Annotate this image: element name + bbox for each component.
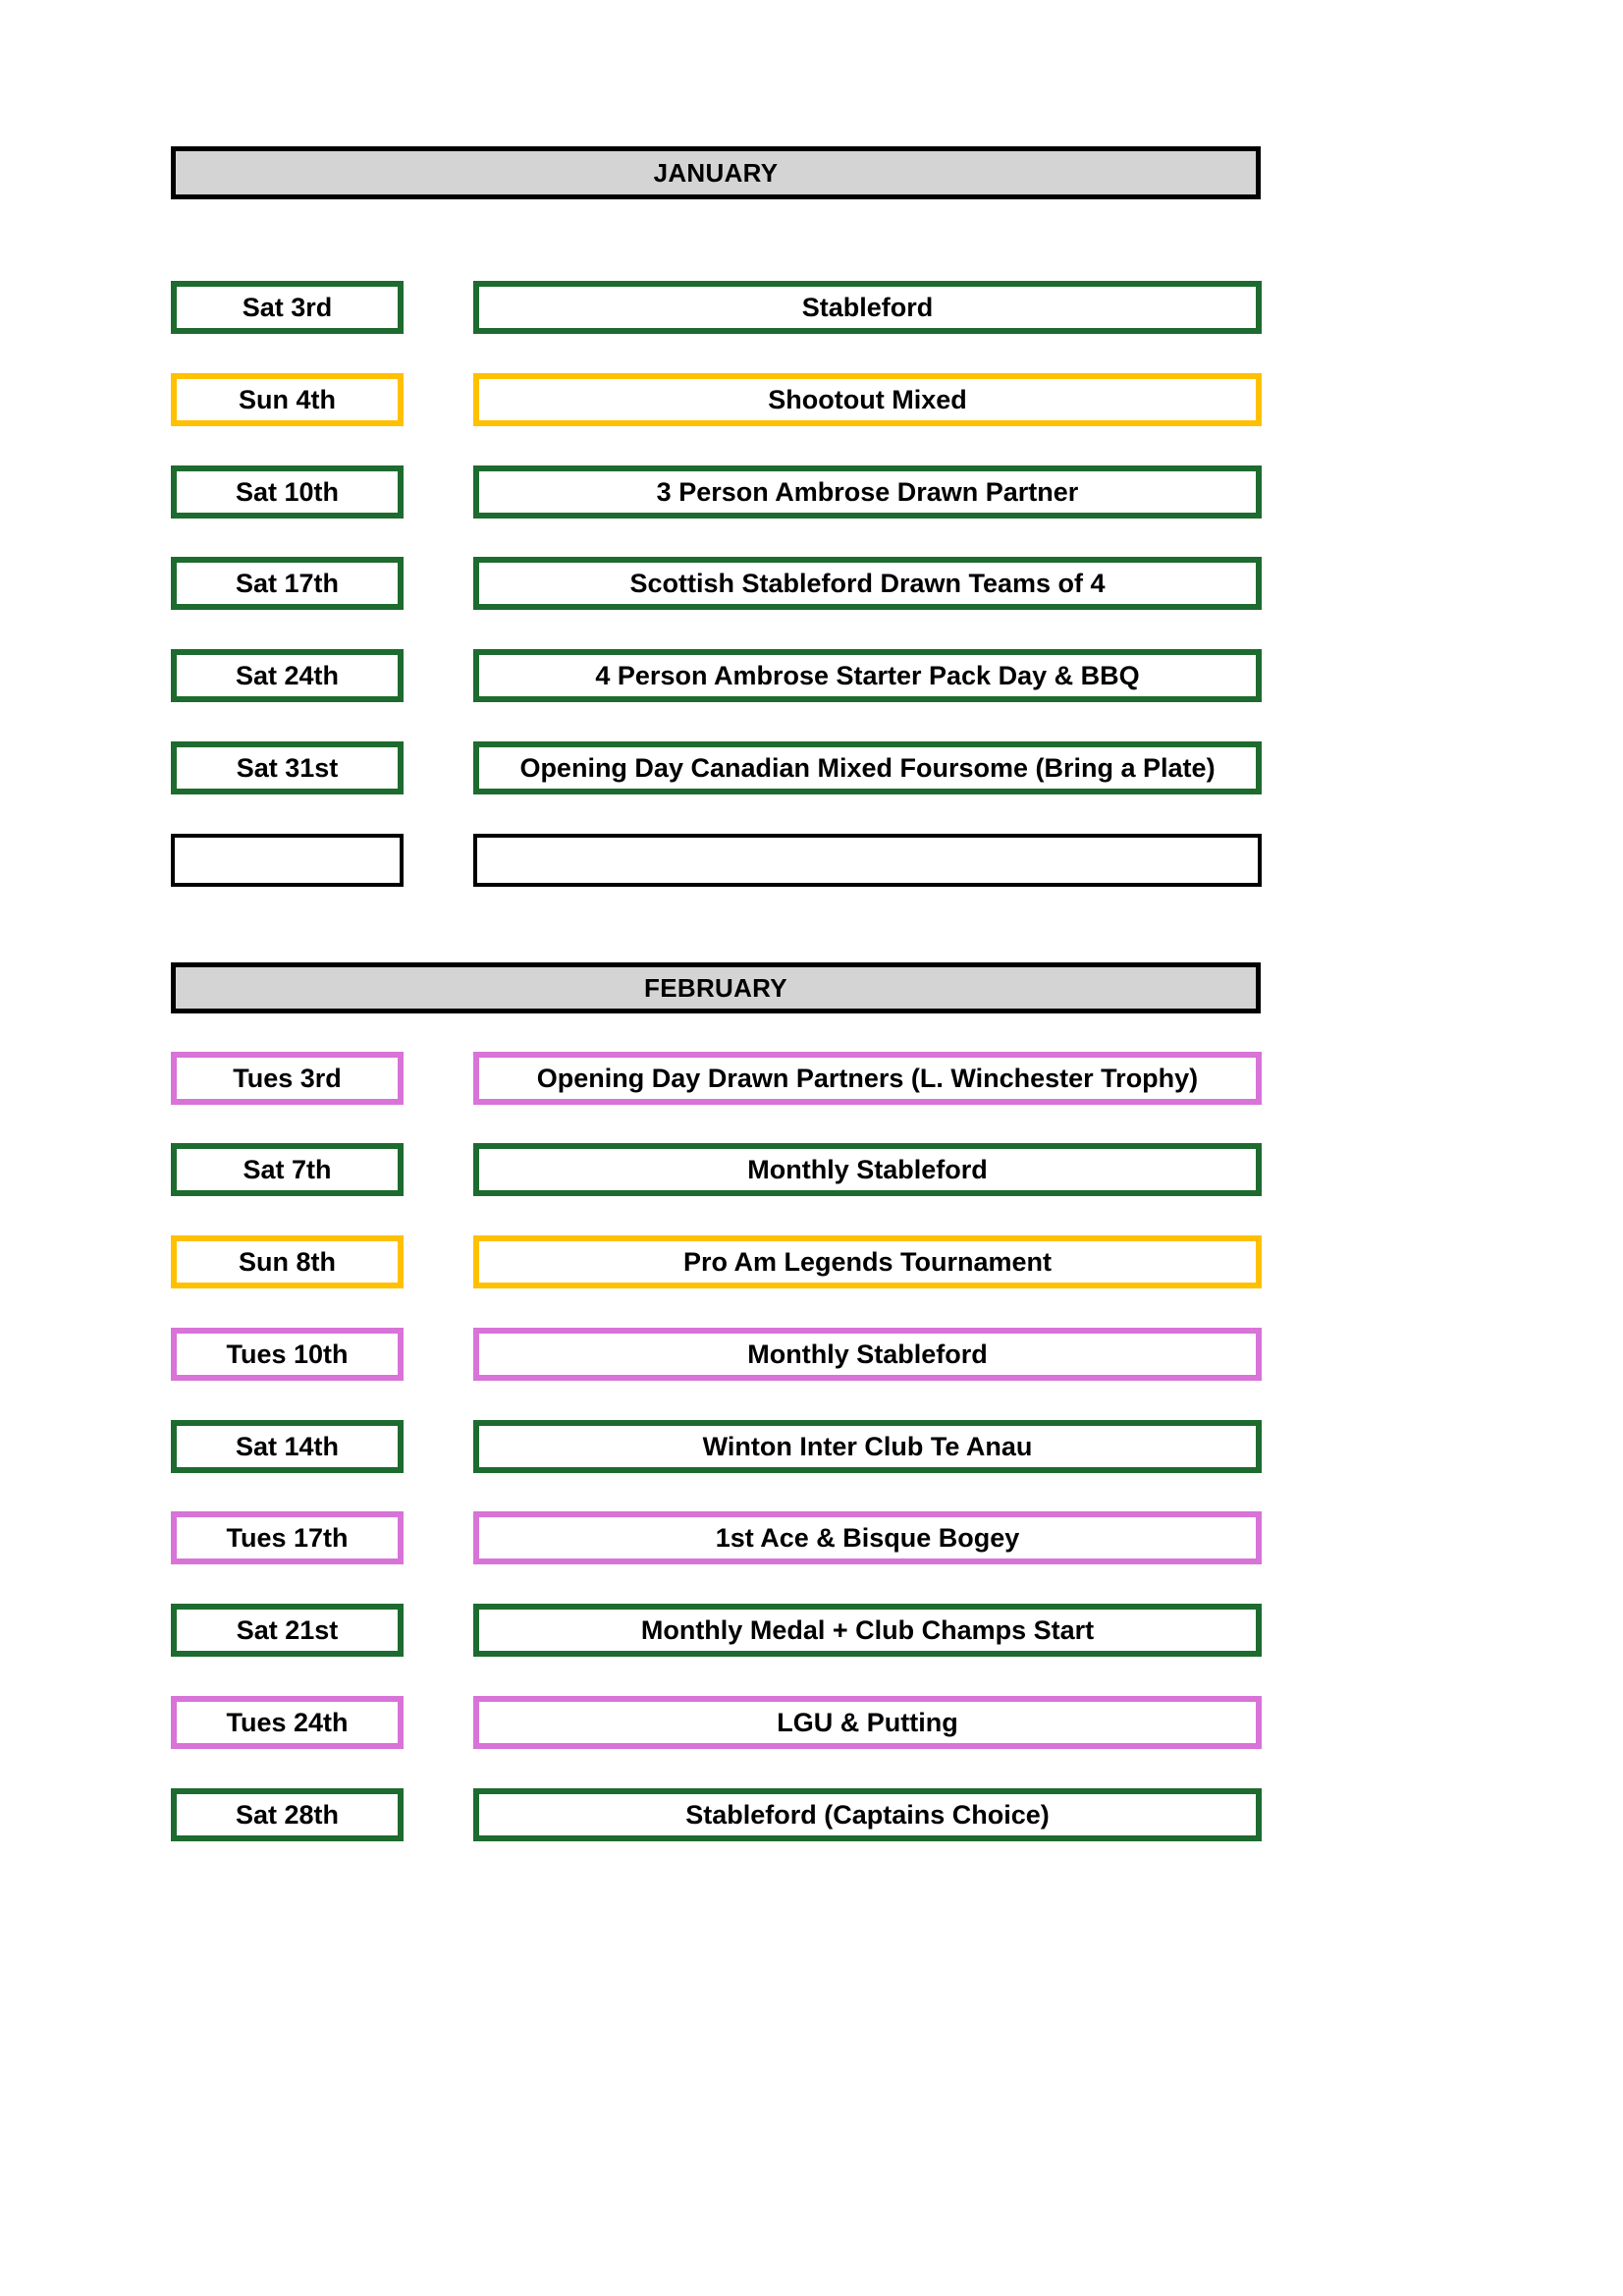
fixture-event: 3 Person Ambrose Drawn Partner (473, 465, 1262, 519)
fixture-row (0, 1328, 1623, 1381)
fixture-date: Tues 3rd (171, 1052, 404, 1105)
fixture-event: Opening Day Drawn Partners (L. Winchester Trophy) (473, 1052, 1262, 1105)
fixture-event: Stableford (473, 281, 1262, 334)
fixture-date: Sun 4th (171, 373, 404, 426)
fixture-event: 4 Person Ambrose Starter Pack Day & BBQ (473, 649, 1262, 702)
fixture-row (0, 1143, 1623, 1196)
fixture-row (0, 281, 1623, 334)
fixture-date: Tues 17th (171, 1511, 404, 1564)
fixture-event: Pro Am Legends Tournament (473, 1235, 1262, 1288)
fixture-date: Sat 21st (171, 1604, 404, 1657)
month-header-january (171, 146, 1261, 199)
month-header-february (171, 962, 1261, 1013)
fixture-row (0, 373, 1623, 426)
fixture-date: Sat 14th (171, 1420, 404, 1473)
fixture-date: Sat 28th (171, 1788, 404, 1841)
month-title: JANUARY (653, 157, 779, 188)
fixture-event: Shootout Mixed (473, 373, 1262, 426)
fixture-date: Sun 8th (171, 1235, 404, 1288)
fixture-date: Tues 10th (171, 1328, 404, 1381)
fixture-row (0, 649, 1623, 702)
fixture-event (473, 834, 1262, 887)
fixture-row (0, 1696, 1623, 1749)
fixture-event: Stableford (Captains Choice) (473, 1788, 1262, 1841)
fixture-date: Tues 24th (171, 1696, 404, 1749)
fixture-date (171, 834, 404, 887)
fixture-event: Monthly Stableford (473, 1328, 1262, 1381)
month-title: FEBRUARY (644, 972, 787, 1003)
fixture-date: Sat 17th (171, 557, 404, 610)
fixture-date: Sat 24th (171, 649, 404, 702)
fixture-event: Winton Inter Club Te Anau (473, 1420, 1262, 1473)
fixture-event: Monthly Medal + Club Champs Start (473, 1604, 1262, 1657)
fixture-row (0, 465, 1623, 519)
fixture-date: Sat 3rd (171, 281, 404, 334)
fixture-event: Opening Day Canadian Mixed Foursome (Bring a Plate) (473, 741, 1262, 794)
fixture-row (0, 1788, 1623, 1841)
fixture-date: Sat 10th (171, 465, 404, 519)
fixture-row (0, 1235, 1623, 1288)
fixture-date: Sat 7th (171, 1143, 404, 1196)
fixture-row (0, 1604, 1623, 1657)
fixture-row (0, 1420, 1623, 1473)
fixture-row (0, 741, 1623, 794)
fixture-event: Monthly Stableford (473, 1143, 1262, 1196)
fixture-row (0, 1511, 1623, 1564)
fixture-event: Scottish Stableford Drawn Teams of 4 (473, 557, 1262, 610)
fixture-row (0, 1052, 1623, 1105)
fixture-row (0, 557, 1623, 610)
fixture-event: LGU & Putting (473, 1696, 1262, 1749)
fixture-row-empty (0, 834, 1623, 887)
fixture-event: 1st Ace & Bisque Bogey (473, 1511, 1262, 1564)
fixture-date: Sat 31st (171, 741, 404, 794)
